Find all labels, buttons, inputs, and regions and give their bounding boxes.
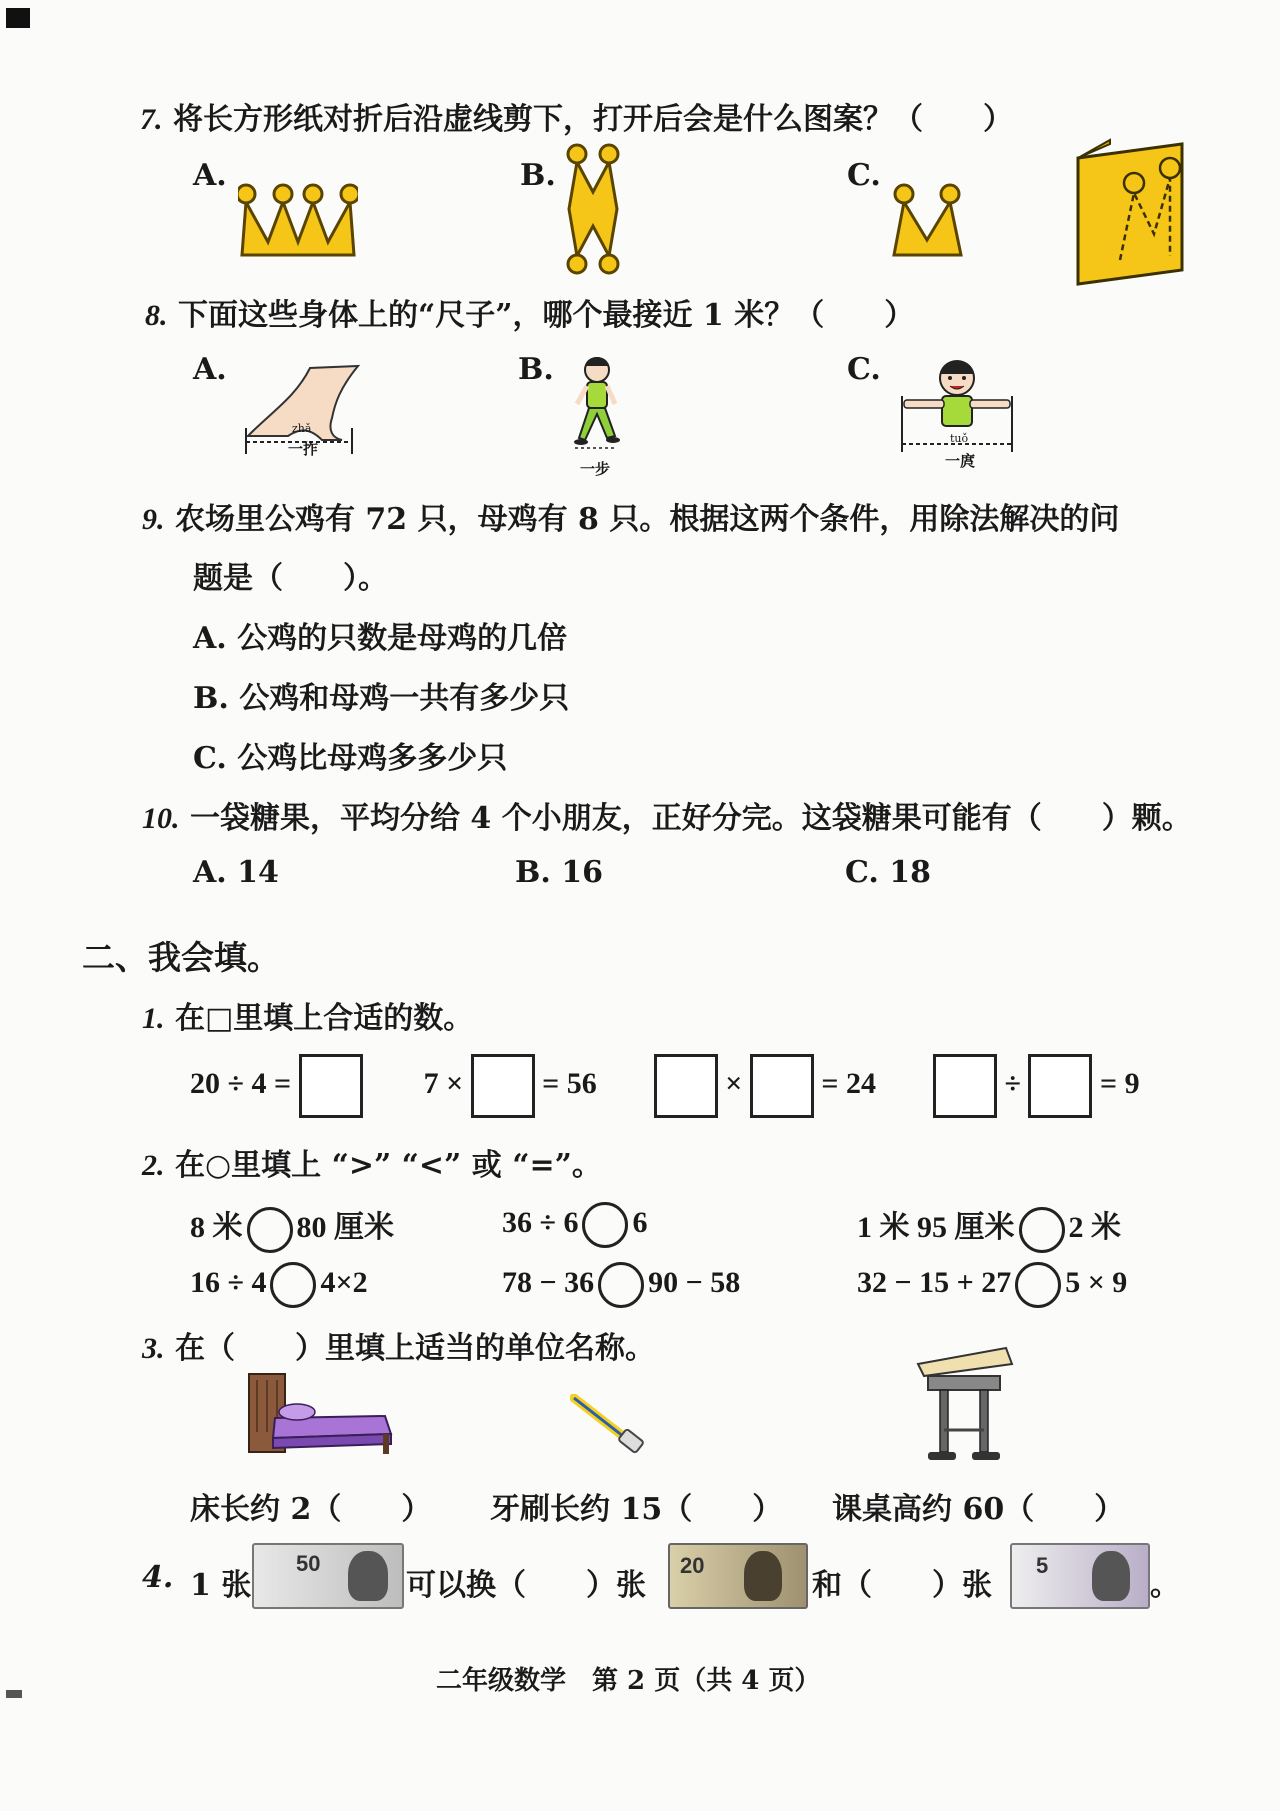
- compare-r2-c1: 16 ÷ 4 4×2: [190, 1262, 368, 1308]
- q8-question: 8. 下面这些身体上的“尺子”，哪个最接近 1 米？（ ）: [145, 298, 915, 333]
- crown-two-points-icon: [890, 172, 965, 257]
- eq2-left: 7 ×: [423, 1066, 464, 1100]
- bed-length-item: 床长约 2（ ）: [190, 1492, 432, 1527]
- corner-mark: [6, 1690, 22, 1698]
- toothbrush-icon: [570, 1394, 645, 1456]
- folded-paper-icon: [1070, 138, 1190, 288]
- banknote-50-value: 50: [296, 1551, 321, 1576]
- eq1-left: 20 ÷ 4 =: [190, 1066, 292, 1100]
- q9-question-line2: 题是（ ）。: [193, 561, 388, 596]
- f4-text-4: 。: [1150, 1568, 1180, 1603]
- q8-option-a-label: A.: [193, 352, 227, 387]
- f2-question: 2. 在○里填上 “>” “<” 或 “=”。: [142, 1148, 602, 1183]
- desk-height-item: 课桌高约 60（ ）: [832, 1492, 1125, 1527]
- q9-question-line1: 9. 农场里公鸡有 72 只，母鸡有 8 只。根据这两个条件，用除法解决的问: [142, 502, 1120, 537]
- answer-box[interactable]: [1028, 1054, 1092, 1118]
- page-footer: 二年级数学 第 2 页（共 4 页）: [436, 1666, 821, 1696]
- q10-option-c: C. 18: [845, 855, 931, 890]
- compare-r2-c2: 78 − 36 90 − 58: [502, 1262, 740, 1308]
- q8-option-b-label: B.: [518, 352, 554, 387]
- q7-option-a-label: A.: [193, 158, 227, 193]
- crown-mirrored-icon: [563, 142, 623, 277]
- eq4-op: ÷: [1004, 1066, 1021, 1100]
- compare-r2-c3: 32 − 15 + 27 5 × 9: [857, 1262, 1127, 1308]
- eq2-right: = 56: [542, 1066, 597, 1100]
- answer-box[interactable]: [933, 1054, 997, 1118]
- eq3-right: = 24: [821, 1066, 876, 1100]
- q9-option-c: C. 公鸡比母鸡多多少只: [193, 741, 508, 776]
- toothbrush-length-item: 牙刷长约 15（ ）: [490, 1492, 783, 1527]
- f4-text-3: 和（ ）张: [812, 1568, 992, 1603]
- compare-r1-c1: 8 米 80 厘米: [190, 1202, 394, 1253]
- f4-text-1: 1 张: [190, 1568, 252, 1603]
- q10-option-a: A. 14: [193, 855, 279, 890]
- compare-circle[interactable]: [1015, 1262, 1061, 1308]
- f4-text-2: 可以换（ ）张: [406, 1568, 646, 1603]
- banknote-50-icon: [252, 1543, 404, 1609]
- eq4-right: = 9: [1099, 1066, 1140, 1100]
- corner-mark: [6, 8, 30, 28]
- f4-num: 4.: [142, 1560, 174, 1595]
- hand-span-ruby: zhǎ: [292, 422, 312, 435]
- f1-equations: [190, 1054, 1140, 1118]
- compare-circle[interactable]: [598, 1262, 644, 1308]
- boy-arms-spread-icon: [898, 352, 1016, 464]
- answer-box[interactable]: [654, 1054, 718, 1118]
- answer-box[interactable]: [471, 1054, 535, 1118]
- crown-four-points-icon: [238, 172, 358, 257]
- eq3-op: ×: [725, 1066, 743, 1100]
- compare-circle[interactable]: [582, 1202, 628, 1248]
- banknote-5-icon: [1010, 1543, 1150, 1609]
- step-label: 一步: [580, 460, 611, 478]
- answer-box[interactable]: [750, 1054, 814, 1118]
- compare-r1-c2: 36 ÷ 6 6: [502, 1202, 647, 1248]
- q10-question: 10. 一袋糖果，平均分给 4 个小朋友，正好分完。这袋糖果可能有（ ）颗。: [142, 801, 1192, 836]
- q9-option-a: A. 公鸡的只数是母鸡的几倍: [193, 621, 568, 656]
- q9-option-b: B. 公鸡和母鸡一共有多少只: [193, 681, 570, 716]
- compare-circle[interactable]: [1019, 1207, 1065, 1253]
- compare-circle[interactable]: [270, 1262, 316, 1308]
- boy-walking-icon: [565, 352, 627, 462]
- compare-r1-c3: 1 米 95 厘米 2 米: [857, 1202, 1121, 1253]
- bed-icon: [245, 1372, 395, 1458]
- q7-question: 7. 将长方形纸对折后沿虚线剪下，打开后会是什么图案？（ ）: [140, 102, 1013, 137]
- f1-question: 1. 在□里填上合适的数。: [142, 1001, 474, 1036]
- banknote-20-value: 20: [680, 1553, 705, 1578]
- compare-circle[interactable]: [247, 1207, 293, 1253]
- q10-option-b: B. 16: [515, 855, 603, 890]
- arm-span-label: 一庹: [945, 452, 976, 470]
- f3-question: 3. 在（ ）里填上适当的单位名称。: [142, 1331, 655, 1366]
- hand-span-label: 一拃: [288, 440, 319, 458]
- q7-option-b-label: B.: [520, 158, 556, 193]
- arm-span-ruby: tuǒ: [950, 432, 969, 445]
- banknote-20-icon: [668, 1543, 808, 1609]
- section-2-title: 二、我会填。: [82, 938, 280, 977]
- q8-option-c-label: C.: [847, 352, 881, 387]
- desk-icon: [914, 1344, 1014, 1469]
- answer-box[interactable]: [299, 1054, 363, 1118]
- banknote-5-value: 5: [1036, 1553, 1049, 1578]
- q7-option-c-label: C.: [847, 158, 881, 193]
